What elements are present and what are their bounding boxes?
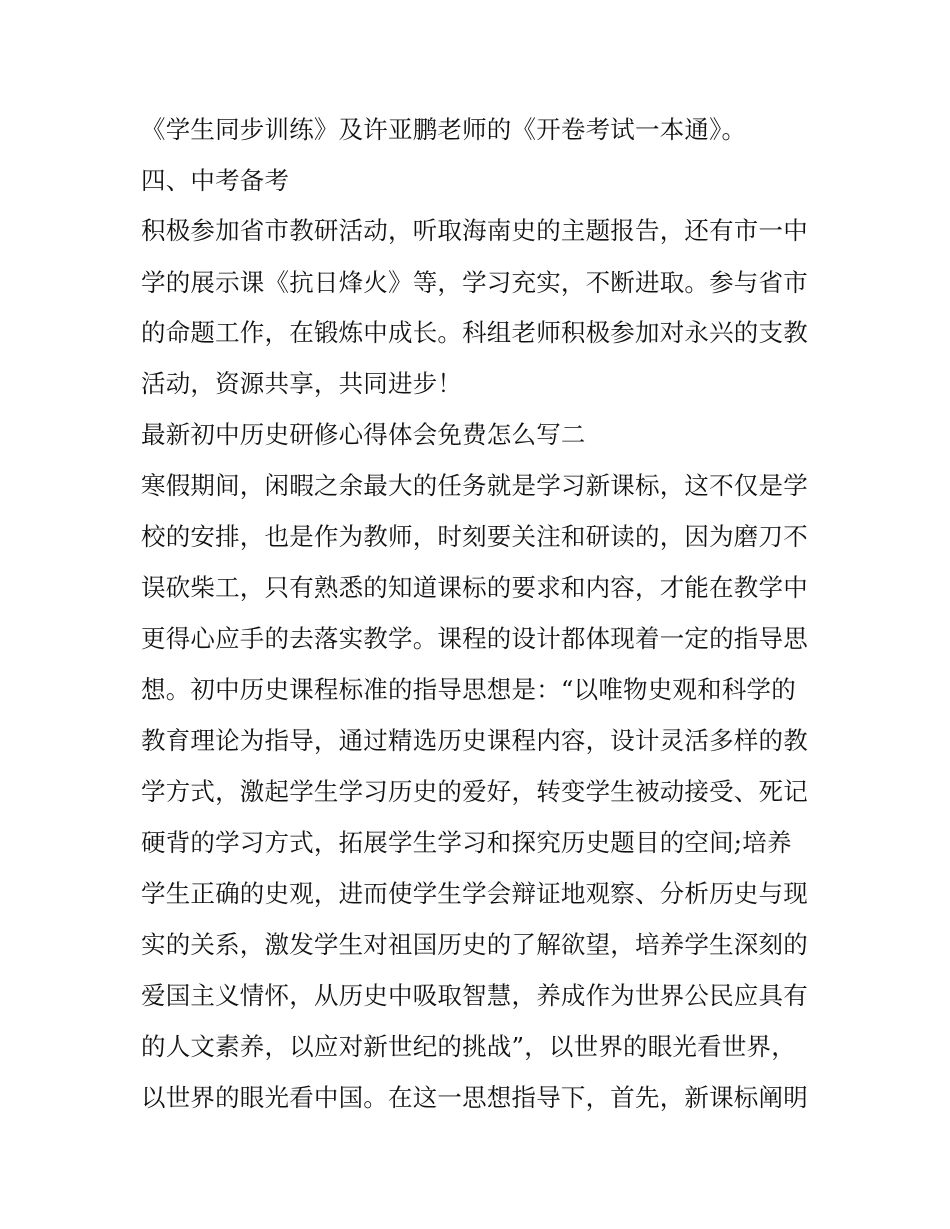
text-line: 实的关系，激发学生对祖国历史的了解欲望，培养学生深刻的 — [141, 930, 808, 959]
text-line: 的人文素养，以应对新世纪的挑战”，以世界的眼光看世界， — [141, 1032, 796, 1061]
text-line: 硬背的学习方式，拓展学生学习和探究历史题目的空间;培养 — [141, 828, 792, 857]
section-heading: 四、中考备考 — [141, 166, 290, 195]
text-line: 学生正确的史观，进而使学生学会辩证地观察、分析历史与现 — [141, 879, 808, 908]
text-line: 更得心应手的去落实教学。课程的设计都体现着一定的指导思 — [141, 624, 808, 653]
text-line: 校的安排，也是作为教师，时刻要关注和研读的，因为磨刀不 — [141, 522, 808, 551]
text-line: 教育理论为指导，通过精选历史课程内容，设计灵活多样的教 — [141, 726, 808, 755]
text-line: 爱国主义情怀，从历史中吸取智慧，养成作为世界公民应具有 — [141, 981, 808, 1010]
text-line: 误砍柴工，只有熟悉的知道课标的要求和内容，才能在教学中 — [141, 573, 808, 602]
text-line: 想。初中历史课程标准的指导思想是：“以唯物史观和科学的 — [141, 675, 796, 704]
text-line: 的命题工作，在锻炼中成长。科组老师积极参加对永兴的支教 — [141, 318, 808, 347]
text-line: 积极参加省市教研活动，听取海南史的主题报告，还有市一中 — [141, 216, 808, 245]
article-title: 最新初中历史研修心得体会免费怎么写二 — [141, 420, 586, 449]
text-line: 学方式，激起学生学习历史的爱好，转变学生被动接受、死记 — [141, 777, 808, 806]
text-line: 寒假期间，闲暇之余最大的任务就是学习新课标，这不仅是学 — [141, 471, 808, 500]
text-line: 活动，资源共享，共同进步！ — [141, 369, 463, 398]
text-line: 以世界的眼光看中国。在这一思想指导下，首先，新课标阐明 — [141, 1083, 808, 1112]
text-line: 学的展示课《抗日烽火》等，学习充实，不断进取。参与省市 — [141, 268, 808, 297]
text-line: 《学生同步训练》及许亚鹏老师的《开卷考试一本通》。 — [141, 115, 747, 144]
